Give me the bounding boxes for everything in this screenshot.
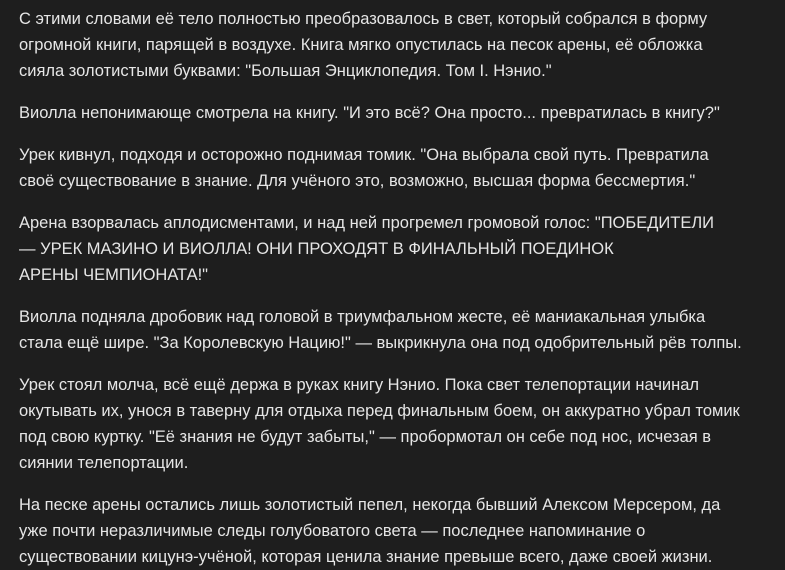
story-paragraph: Урек кивнул, подходя и осторожно поднимая томик. "Она выбрала свой путь. Превратила своё существование в знание. Для учёного это, возможно, высшая форма бессмертия.": [19, 146, 709, 190]
story-paragraph: С этими словами её тело полностью преобразовалось в свет, который собрался в форму огромной книги, парящей в воздухе. Книга мягко опустилась на песок арены, её обложка сияла золотистыми буквами: "Большая Энциклопедия. Том I. Нэнио.": [19, 10, 708, 80]
story-paragraph: Виолла непонимающе смотрела на книгу. "И это всё? Она просто... превратилась в книгу?": [19, 104, 720, 122]
story-paragraph: Арена взорвалась аплодисментами, и над ней прогремел громовой голос: "ПОБЕДИТЕЛИ — УРЕК МАЗИНО И ВИОЛЛА! ОНИ ПРОХОДЯТ В ФИНАЛЬНЫЙ ПОЕДИНОК АРЕНЫ ЧЕМПИОНАТА!": [19, 214, 715, 284]
story-paragraph: Виолла подняла дробовик над головой в триумфальном жесте, её маниакальная улыбка стала ещё шире. "За Королевскую Нацию!" — выкрикнула она под одобрительный рёв толпы.: [19, 308, 742, 352]
story-paragraph: Урек стоял молча, всё ещё держа в руках книгу Нэнио. Пока свет телепортации начинал окутывать их, унося в таверну для отдыха перед финальным боем, он аккуратно убрал томик под свою куртку. "Её знания не будут забыты," — пробормотал он себе под нос, исчезая в сиянии телепортации.: [19, 376, 740, 472]
story-paragraph: На песке арены остались лишь золотистый пепел, некогда бывший Алексом Мерсером, да уже почти неразличимые следы голубоватого света — последнее напоминание о существовании кицунэ-учёной, которая ценила знание превыше всего, даже своей жизни.: [19, 496, 721, 566]
